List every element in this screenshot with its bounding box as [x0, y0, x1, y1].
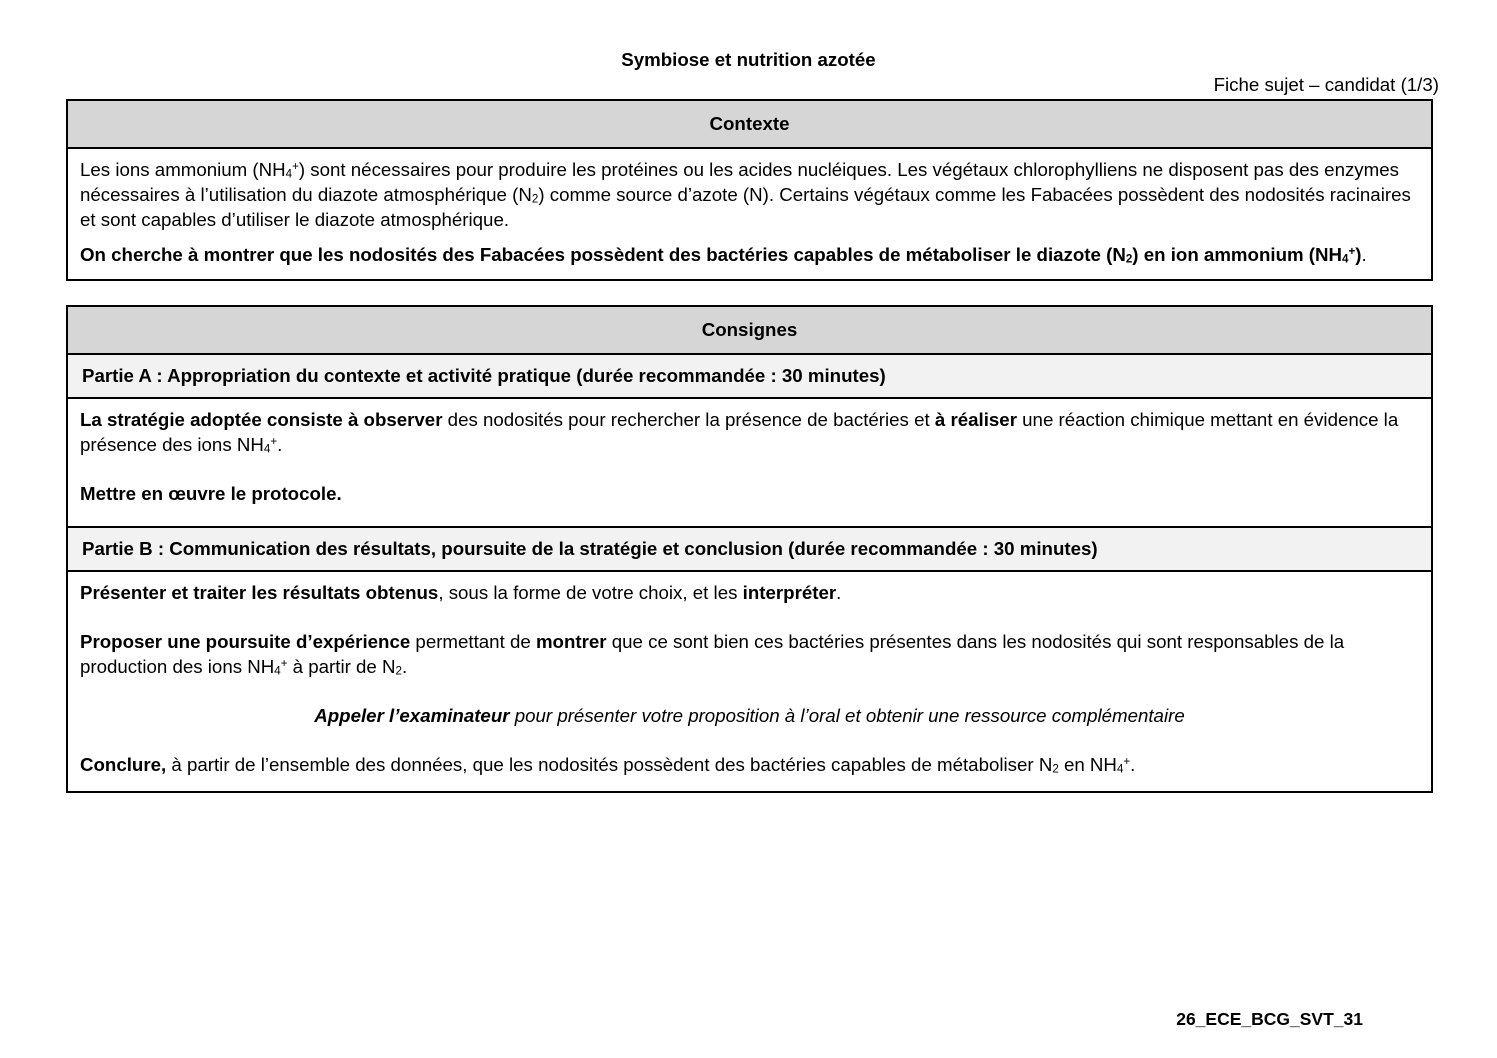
partie-b-body — [68, 572, 1431, 791]
partie-a-header: Partie A : Appropriation du contexte et activité pratique (durée recommandée : 30 minutes) — [68, 355, 1431, 399]
consignes-header: Consignes — [68, 307, 1431, 355]
partie-b-proposal-paragraph: Proposer une poursuite d’expérience permettant de montrer que ce sont bien ces bactéries présentes dans les nodosités qui sont responsables de la production des ions $NH_4^+$ à partir de $N_2$. — [80, 631, 1345, 678]
consignes-box — [66, 305, 1433, 793]
contexte-box — [66, 99, 1433, 281]
partie-a-protocol-instruction: Mettre en œuvre le protocole. — [80, 483, 342, 504]
partie-a-body — [68, 399, 1431, 528]
contexte-header: Contexte — [68, 101, 1431, 149]
examiner-call-line: Appeler l’examinateur pour présenter votre proposition à l’oral et obtenir une ressource complémentaire — [314, 705, 1185, 726]
contexte-body — [68, 149, 1431, 279]
partie-a-strategy-paragraph: La stratégie adoptée consiste à observer des nodosités pour rechercher la présence de bactéries et à réaliser une réaction chimique mettant en évidence la présence des ions $NH_4^+$. — [80, 409, 1399, 456]
document-title: Symbiose et nutrition azotée — [621, 49, 876, 70]
document-code: 26_ECE_BCG_SVT_31 — [1176, 1009, 1363, 1029]
conclusion-paragraph: Conclure, à partir de l’ensemble des données, que les nodosités possèdent des bactéries capables de métaboliser $N_2$ en $NH_4^+$. — [80, 754, 1136, 776]
partie-b-results-paragraph: Présenter et traiter les résultats obtenus, sous la forme de votre choix, et les interpréter. — [80, 582, 842, 603]
sheet-candidate-label: Fiche sujet – candidat (1/3) — [1213, 74, 1439, 95]
contexte-paragraph-2: On cherche à montrer que les nodosités des Fabacées possèdent des bactéries capables de métaboliser le diazote $(N_2)$ en ion ammonium $(NH_4^+)$. — [80, 244, 1367, 266]
partie-b-header: Partie B : Communication des résultats, poursuite de la stratégie et conclusion (durée recommandée : 30 minutes) — [68, 528, 1431, 572]
contexte-paragraph-1: Les ions ammonium $(NH_4^+)$ sont nécessaires pour produire les protéines ou les acides nucléiques. Les végétaux chlorophylliens ne disposent pas des enzymes nécessaires à l’utilisation du diazote atmosphérique $(N_2)$ comme source d’azote (N). Certains végétaux comme les Fabacées possèdent des nodosités racinaires et sont capables d’utiliser le diazote atmosphérique. — [80, 159, 1411, 230]
